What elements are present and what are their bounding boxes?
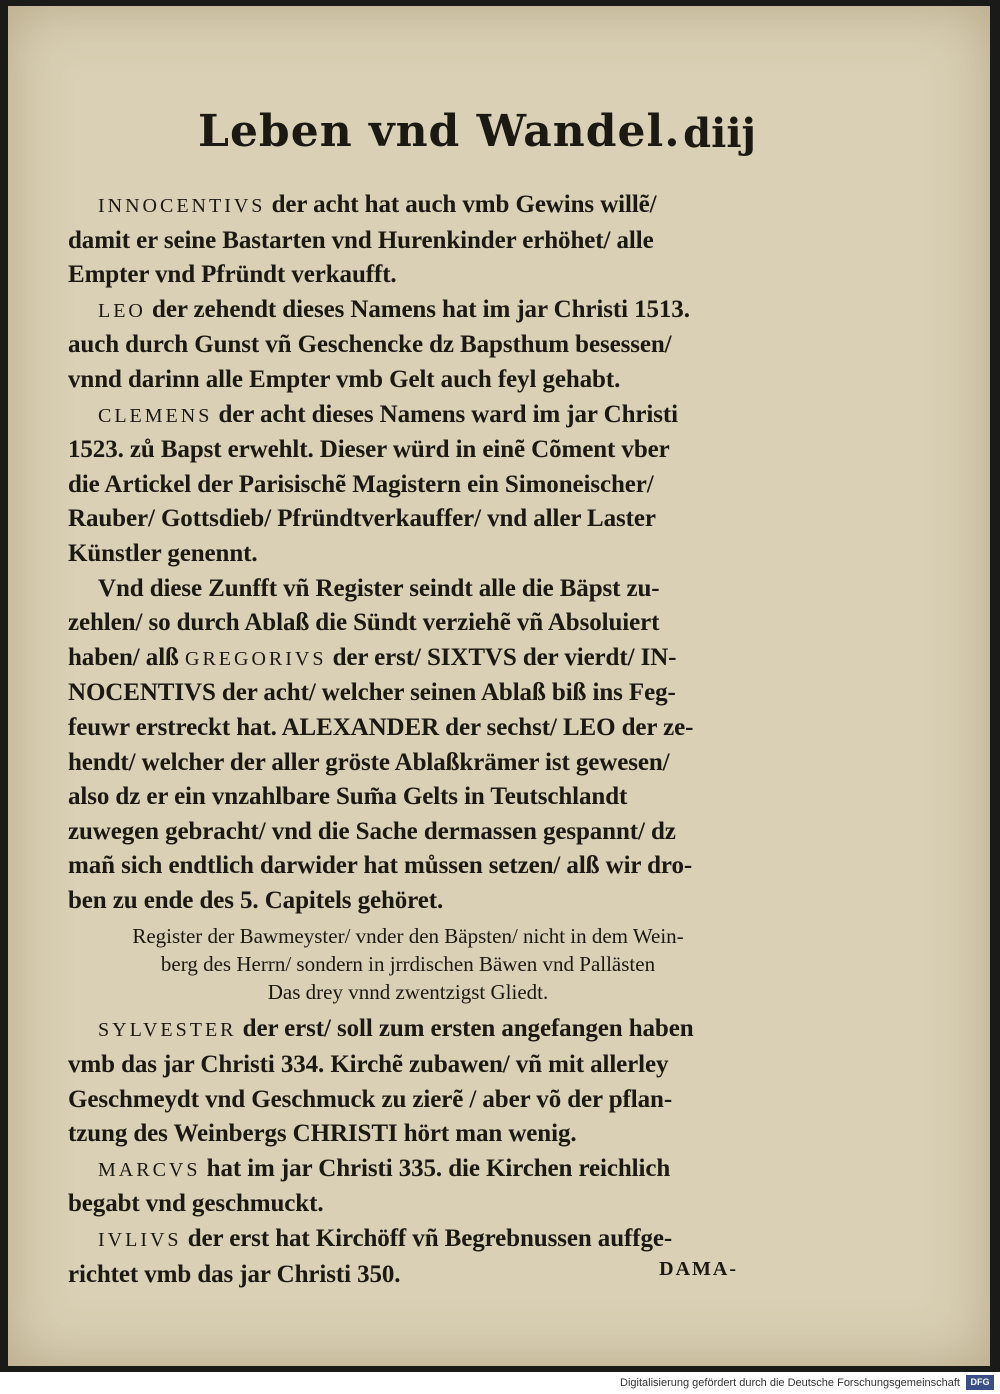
text-line	[68, 849, 748, 884]
line-text: der zehendt dieses Namens hat im jar Christi 1513.	[145, 295, 690, 323]
line-text: NOCENTIVS der acht/ welcher seinen Ablaß biß ins Feg-	[68, 679, 676, 707]
text-line	[68, 606, 748, 641]
catchword: DAMA-	[659, 1258, 738, 1281]
text-line	[68, 258, 748, 293]
paragraph	[68, 572, 748, 919]
text-line	[68, 641, 748, 677]
text-line	[68, 1012, 748, 1048]
line-text: hat im jar Christi 335. die Kirchen reichlich	[200, 1154, 671, 1182]
paragraph	[68, 398, 748, 572]
line-text: Künstler genennt.	[68, 539, 258, 567]
text-line	[68, 572, 748, 607]
text-line	[68, 363, 748, 398]
text-line	[68, 815, 748, 850]
line-text: damit er seine Bastarten vnd Hurenkinder erhöhet/ alle	[68, 226, 654, 254]
text-line	[68, 1048, 748, 1083]
line-text: zehlen/ so durch Ablaß die Sündt verziehẽ vñ Absoluiert	[68, 609, 660, 637]
heading-line: berg des Herrn/ sondern in jrrdischen Bäwen vnd Pallästen	[160, 952, 656, 977]
line-text: die Artickel der Parisischẽ Magistern ein Simoneischer/	[68, 470, 654, 498]
footer-bar	[0, 1372, 1000, 1394]
text-line	[68, 676, 748, 711]
footer-credit: Digitalisierung gefördert durch die Deutsche Forschungsgemeinschaft	[620, 1377, 960, 1389]
paragraph	[68, 293, 748, 398]
line-text: richtet vmb das jar Christi 350.	[68, 1260, 401, 1288]
text-line	[68, 1222, 748, 1258]
line-text: der acht dieses Namens ward im jar Christi	[212, 400, 678, 428]
text-line	[68, 537, 748, 572]
text-line	[68, 398, 748, 434]
text-line	[68, 1187, 748, 1222]
line-text: zuwegen gebracht/ vnd die Sache dermassen gespannt/ dz	[68, 817, 676, 845]
name-smallcaps: MARCVS	[98, 1158, 201, 1181]
name-smallcaps: CLEMENS	[98, 404, 213, 427]
line-text: haben/ alß	[68, 643, 186, 671]
text-line	[68, 468, 748, 503]
page-header	[68, 106, 756, 188]
text-line	[68, 502, 748, 537]
line-text: mañ sich endtlich darwider hat můssen setzen/ alß wir dro-	[68, 852, 693, 880]
line-text: vmb das jar Christi 334. Kirchẽ zubawen/ vñ mit allerley	[68, 1051, 669, 1079]
text-line	[68, 1117, 748, 1152]
heading-line: Register der Bawmeyster/ vnder den Bäpsten/ nicht in dem Wein-	[132, 924, 684, 949]
name-smallcaps: SYLVESTER	[98, 1019, 237, 1042]
name-smallcaps: IVLIVS	[98, 1229, 182, 1252]
text-line	[68, 780, 748, 815]
line-text: hendt/ welcher der aller gröste Ablaßkrämer ist gewesen/	[68, 748, 670, 776]
line-text: der acht hat auch vmb Gewins willẽ/	[265, 191, 657, 218]
section-heading	[68, 922, 748, 1006]
line-text: Rauber/ Gottsdieb/ Pfründtverkauffer/ vnd aller Laster	[68, 505, 656, 533]
text-body-part-2	[68, 1012, 748, 1292]
heading-line: Das drey vnnd zwentzigst Gliedt.	[267, 980, 549, 1005]
line-text: ben zu ende des 5. Capitels gehöret.	[68, 886, 444, 914]
line-text: Empter vnd Pfründt verkaufft.	[68, 261, 397, 289]
text-line	[68, 328, 748, 363]
text-line	[68, 711, 748, 746]
dfg-logo-icon: DFG	[966, 1375, 994, 1390]
line-text: auch durch Gunst vñ Geschencke dz Bapsthum besessen/	[68, 331, 672, 359]
line-text: also dz er ein vnzahlbare Sum̃a Gelts in Teutschlandt	[68, 783, 628, 811]
text-line	[68, 1152, 748, 1188]
page-text-block	[68, 106, 756, 1292]
line-text: der erst/ soll zum ersten angefangen haben	[236, 1015, 694, 1043]
text-body-part-1	[68, 188, 748, 918]
text-line	[68, 746, 748, 781]
text-line	[68, 884, 748, 919]
text-line	[68, 188, 748, 224]
line-text: begabt vnd geschmuckt.	[68, 1190, 324, 1218]
paragraph	[68, 1012, 748, 1151]
paragraph	[68, 1152, 748, 1222]
text-line	[68, 1258, 748, 1293]
line-text: der erst hat Kirchöff vñ Begrebnussen auffge-	[181, 1225, 673, 1253]
line-text: tzung des Weinbergs CHRISTI hört man wenig.	[68, 1120, 577, 1148]
line-text: feuwr erstreckt hat. ALEXANDER der sechst/ LEO der ze-	[68, 713, 694, 741]
line-text: Vnd diese Zunfft vñ Register seindt alle die Bäpst zu-	[98, 574, 660, 602]
name-smallcaps: INNOCENTIVS	[98, 195, 266, 217]
line-text: Geschmeydt vnd Geschmuck zu zierẽ / aber võ der pflan-	[68, 1085, 673, 1113]
paragraph	[68, 188, 748, 293]
line-text: 1523. zů Bapst erwehlt. Dieser würd in einẽ Cõment vber	[68, 436, 670, 464]
line-text: der erst/ SIXTVS der vierdt/ IN-	[326, 643, 677, 671]
name-smallcaps: GREGORIVS	[185, 647, 327, 670]
text-line	[68, 224, 748, 259]
folio-number: diij	[683, 110, 756, 157]
text-line	[68, 433, 748, 468]
name-smallcaps: LEO	[98, 299, 146, 322]
text-line	[68, 293, 748, 329]
book-page	[8, 6, 990, 1366]
running-title: Leben vnd Wandel.	[198, 106, 681, 157]
line-text: vnnd darinn alle Empter vmb Gelt auch feyl gehabt.	[68, 365, 621, 393]
text-line	[68, 1083, 748, 1118]
paragraph	[68, 1222, 748, 1292]
